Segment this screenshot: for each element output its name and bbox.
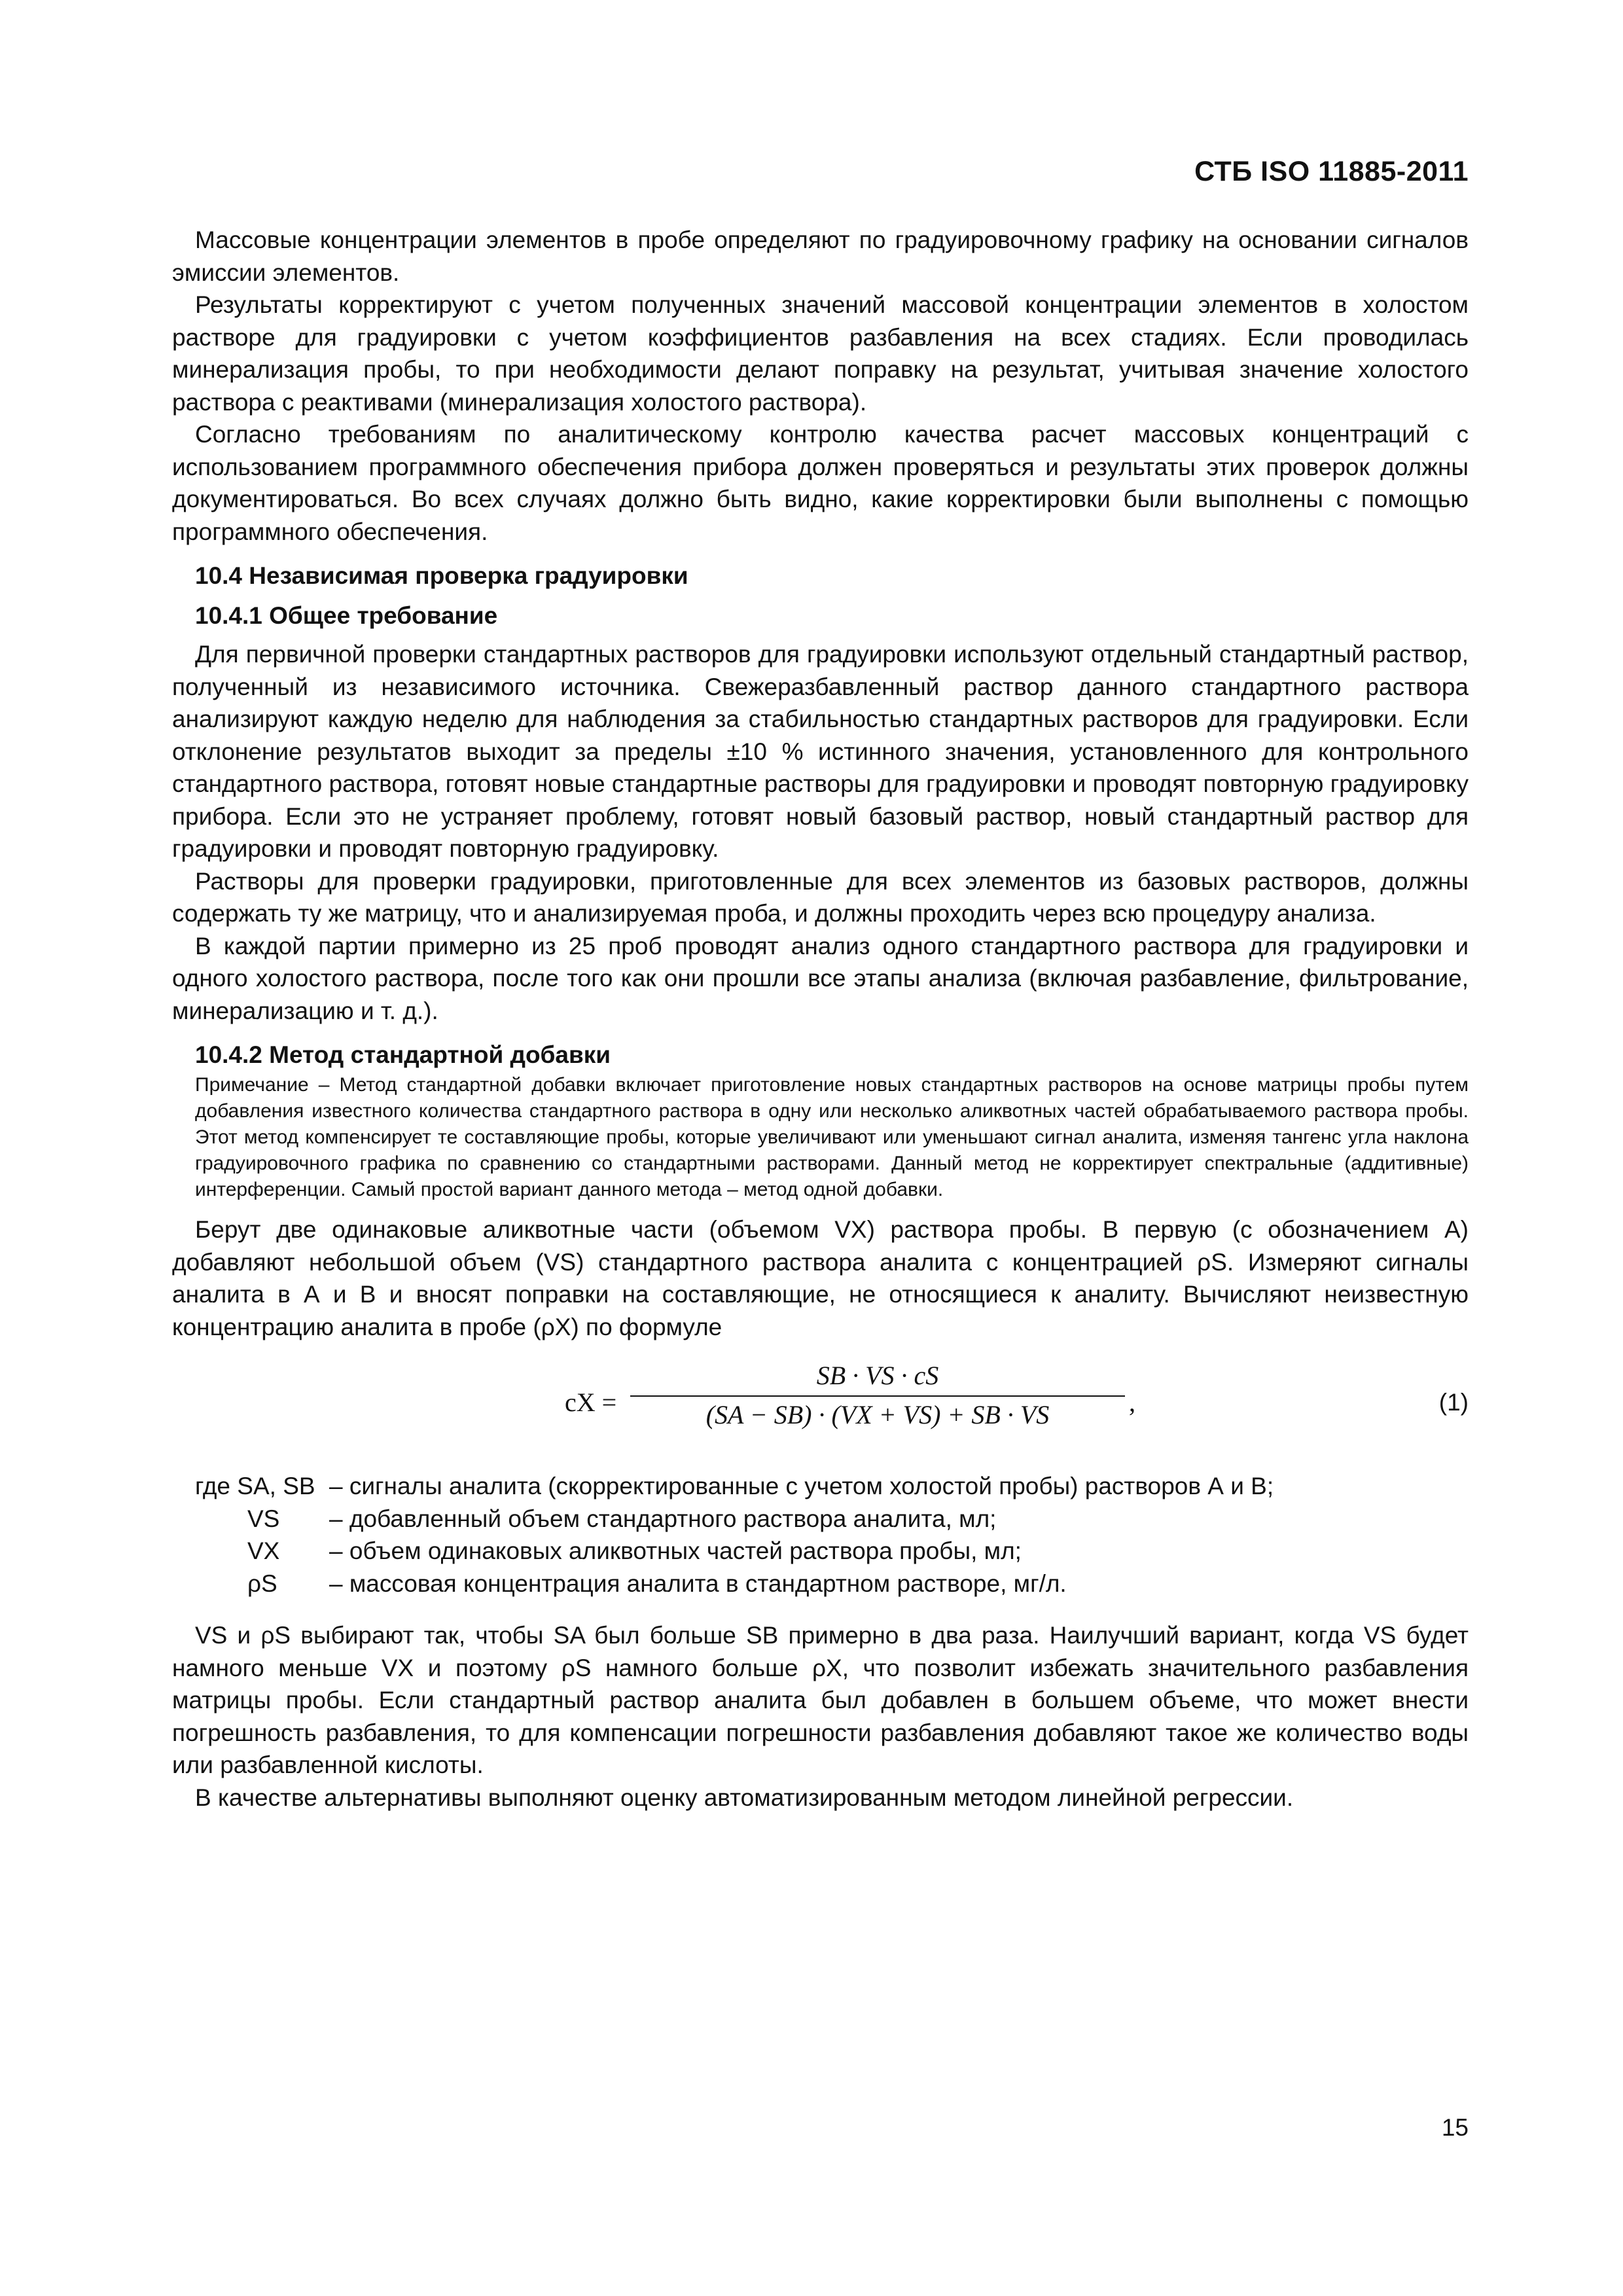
paragraph-6: В каждой партии примерно из 25 проб проводят анализ одного стандартного раствора для градуировки и одного холостого раствора, после того как они прошли все этапы анализа (включая разбавление, фильтрование, минерализацию и т. д.). [172,932,1469,1024]
legend-row [172,1470,1469,1503]
paragraph-3: Согласно требованиям по аналитическому контролю качества расчет массовых концентраций с использованием программного обеспечения прибора должен проверяться и результаты этих проверок должны документироваться. Во всех случаях должно быть видно, какие корректировки были выполнены с помощью программного обеспечения. [172,421,1469,545]
legend-symbol: ρS [247,1570,277,1597]
formula-number: (1) [1438,1389,1469,1416]
legend-row [172,1568,1469,1600]
page-number: 15 [1441,2114,1469,2141]
section-heading-10-4: 10.4 Независимая проверка градуировки [195,562,688,589]
formula-denominator: (SA − SB) · (VX + VS) + SB · VS [705,1400,1050,1429]
formula-comma: , [1129,1388,1135,1417]
paragraph-7: Берут две одинаковые аликвотные части (объемом VX) раствора пробы. В первую (с обозначением А) добавляют небольшой объем (VS) стандартного раствора аналита с концентрацией ρS. Измеряют сигналы аналита в А и В и вносят поправки на составляющие, не относящиеся к аналиту. Вычисляют неизвестную концентрацию аналита в пробе (ρX) по формуле [172,1216,1469,1340]
paragraph-4: Для первичной проверки стандартных растворов для градуировки используют отдельный стандартный раствор, полученный из независимого источника. Свежеразбавленный раствор данного стандартного раствора анализируют каждую неделю для наблюдения за стабильностью стандартных растворов для градуировки. Если отклонение результатов выходит за пределы ±10 % истинного значения, установленного для контрольного стандартного раствора, готовят новые стандартные растворы для градуировки и проводят повторную градуировку прибора. Если это не устраняет проблему, готовят новый базовый раствор, новый стандартный раствор для градуировки и проводят повторную градуировку. [172,641,1469,862]
paragraph-9: В качестве альтернативы выполняют оценку автоматизированным методом линейной регрессии. [195,1784,1294,1811]
fraction-bar [630,1395,1125,1397]
document-id: СТБ ISO 11885-2011 [1194,156,1469,187]
legend-description: – массовая концентрация аналита в стандартном растворе, мг/л. [329,1570,1067,1597]
legend-description: – добавленный объем стандартного раствора аналита, мл; [329,1505,997,1532]
legend-description: – сигналы аналита (скорректированные с учетом холостой пробы) растворов А и В; [329,1473,1274,1499]
paragraph-1: Массовые концентрации элементов в пробе определяют по градуировочному графику на основании сигналов эмиссии элементов. [172,226,1469,286]
paragraph-8: VS и ρS выбирают так, чтобы SA был больше SB примерно в два раза. Наилучший вариант, когда VS будет намного меньше VX и поэтому ρS намного больше ρX, что позволит избежать значительного разбавления матрицы пробы. Если стандартный раствор аналита был добавлен в большем объеме, что может внести погрешность разбавления, то для компенсации погрешности разбавления добавляют такое же количество воды или разбавленной кислоты. [172,1622,1469,1778]
paragraph-5: Растворы для проверки градуировки, приготовленные для всех элементов из базовых растворов, должны содержать ту же матрицу, что и анализируемая проба, и должны проходить через всю процедуру анализа. [172,867,1469,927]
legend-description: – объем одинаковых аликвотных частей раствора пробы, мл; [329,1537,1022,1564]
legend-row [172,1503,1469,1535]
paragraph-2: Результаты корректируют с учетом полученных значений массовой концентрации элементов в холостом растворе для градуировки с учетом коэффициентов разбавления на всех стадиях. Если проводилась минерализация пробы, то при необходимости делают поправку на результат, учитывая значение холостого раствора с реактивами (минерализация холостого раствора). [172,291,1469,416]
formula-1 [172,1359,1469,1457]
section-heading-10-4-2: 10.4.2 Метод стандартной добавки [195,1041,611,1068]
legend-symbol: VX [247,1537,280,1564]
formula-fraction [630,1359,1125,1432]
legend-row [172,1535,1469,1568]
formula-legend [172,1470,1469,1600]
note: Примечание – Метод стандартной добавки включает приготовление новых стандартных растворов на основе матрицы пробы путем добавления известного количества стандартного раствора в одну или несколько аликвотных частей обрабатываемого раствора пробы. Этот метод компенсирует те составляющие пробы, которые увеличивают или уменьшают сигнал аналита, изменяя тангенс угла наклона градуировочного графика по сравнению со стандартными растворами. Данный метод не корректирует спектральные (аддитивные) интерференции. Самый простой вариант данного метода – метод одной добавки. [195,1074,1469,1200]
page-body [172,224,1469,1814]
legend-symbol: VS [247,1505,280,1532]
legend-symbol: где SA, SB [195,1473,315,1499]
section-heading-10-4-1: 10.4.1 Общее требование [195,602,498,629]
formula-lhs: cX = [565,1388,617,1417]
formula-numerator: SB · VS · cS [816,1361,939,1390]
